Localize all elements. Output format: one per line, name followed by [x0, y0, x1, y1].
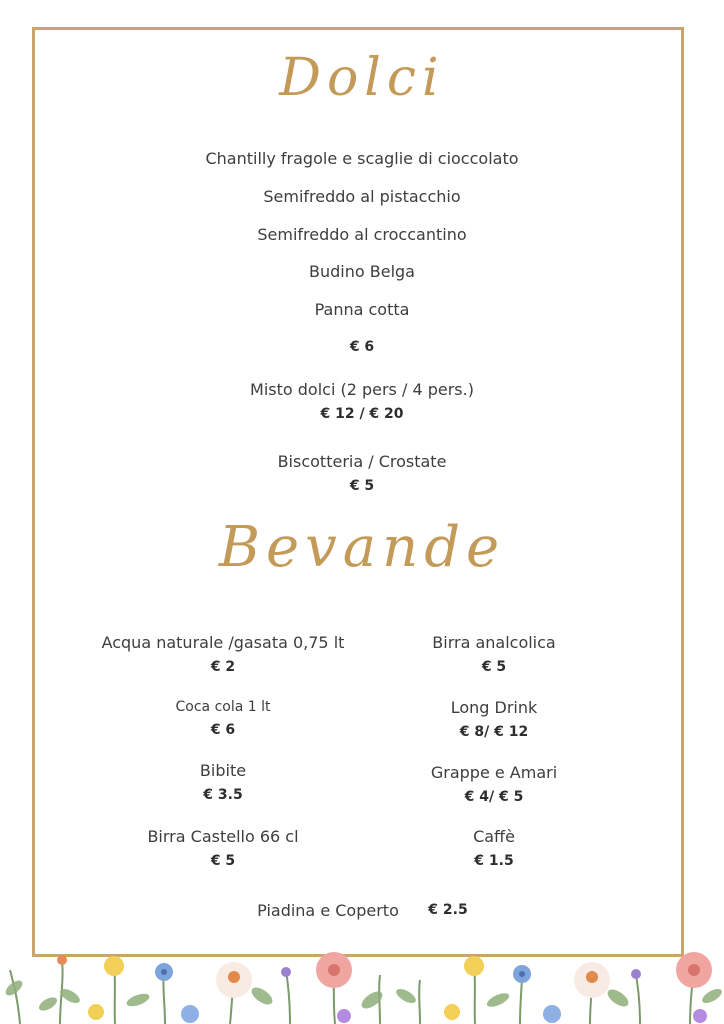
bevanda-caffe-price: € 1.5 [474, 853, 514, 869]
floral-border-illustration [0, 930, 724, 1024]
bevanda-coca-cola-price: € 6 [210, 722, 236, 738]
dolci-items-price: € 6 [349, 339, 375, 355]
bevanda-long-drink-price: € 8/ € 12 [459, 724, 529, 740]
bevanda-grappe-price: € 4/ € 5 [464, 789, 524, 805]
bevanda-bibite-price: € 3.5 [203, 787, 243, 803]
dolci-biscotteria-name: Biscotteria / Crostate [277, 452, 447, 471]
dolci-misto-price: € 12 / € 20 [320, 406, 404, 422]
bevande-title: Bevande [218, 515, 506, 580]
dolci-misto-name: Misto dolci (2 pers / 4 pers.) [250, 380, 474, 399]
dolci-biscotteria-price: € 5 [349, 478, 375, 494]
bevanda-acqua-name: Acqua naturale /gasata 0,75 lt [101, 633, 345, 652]
bevanda-birra-castello-price: € 5 [210, 853, 236, 869]
dolci-item-pistacchio: Semifreddo al pistacchio [263, 187, 461, 206]
dolci-title: Dolci [279, 48, 445, 108]
dolci-item-panna-cotta: Panna cotta [314, 300, 410, 319]
coperto-price: € 2.5 [428, 902, 468, 918]
bevanda-coca-cola-name: Coca cola 1 lt [175, 699, 271, 715]
dolci-item-chantilly: Chantilly fragole e scaglie di cioccolato [205, 149, 519, 168]
bevanda-long-drink-name: Long Drink [450, 698, 538, 717]
bevanda-acqua-price: € 2 [210, 659, 236, 675]
bevanda-caffe-name: Caffè [473, 827, 515, 846]
bevanda-bibite-name: Bibite [199, 761, 247, 780]
bevanda-birra-analcolica-name: Birra analcolica [432, 633, 556, 652]
dolci-item-budino: Budino Belga [309, 262, 415, 281]
dolci-item-croccantino: Semifreddo al croccantino [257, 225, 467, 244]
bevanda-birra-analcolica-price: € 5 [481, 659, 507, 675]
coperto-name: Piadina e Coperto [257, 901, 399, 920]
bevanda-birra-castello-name: Birra Castello 66 cl [147, 827, 299, 846]
bevanda-grappe-name: Grappe e Amari [430, 763, 558, 782]
